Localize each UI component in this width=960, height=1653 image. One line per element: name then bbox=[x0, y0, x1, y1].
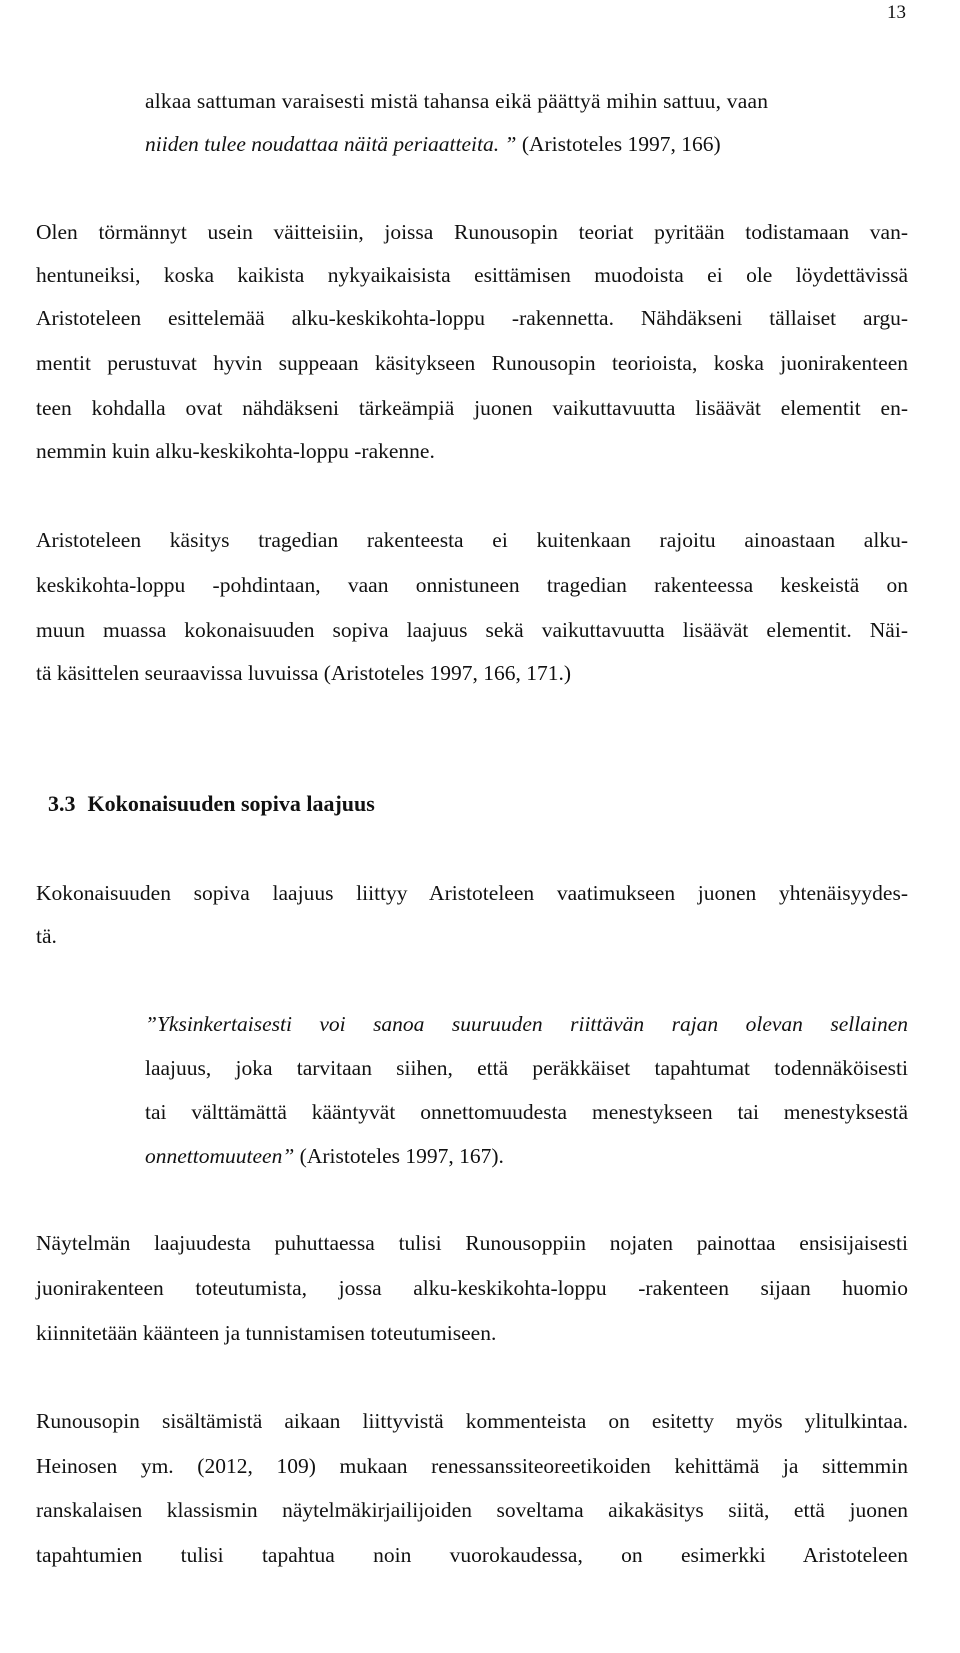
paragraph-5-line: ranskalaisen klassismin näytelmäkirjailijoiden soveltama aikakäsitys siitä, että juonen bbox=[36, 1498, 908, 1522]
paragraph-1-line: nemmin kuin alku-keskikohta-loppu -rakenne. bbox=[36, 439, 435, 463]
block-quote-citation: (Aristoteles 1997, 167). bbox=[294, 1144, 504, 1168]
paragraph-1-line: teen kohdalla ovat nähdäkseni tärkeämpiä juonen vaikuttavuutta lisäävät elementit en- bbox=[36, 396, 908, 420]
block-quote-line: laajuus, joka tarvitaan siihen, että peräkkäiset tapahtumat todennäköisesti bbox=[145, 1056, 908, 1080]
paragraph-4-line: Näytelmän laajuudesta puhuttaessa tulisi Runousoppiin nojaten painottaa ensisijaisesti bbox=[36, 1231, 908, 1255]
section-title: Kokonaisuuden sopiva laajuus bbox=[87, 791, 375, 816]
block-quote-italic-end: onnettomuuteen” bbox=[145, 1144, 295, 1168]
paragraph-1-line: mentit perustuvat hyvin suppeaan käsitykseen Runousopin teorioista, koska juonirakenteen bbox=[36, 351, 908, 375]
paragraph-5-line: Runousopin sisältämistä aikaan liittyvistä kommenteista on esitetty myös ylitulkintaa. bbox=[36, 1409, 908, 1433]
section-number: 3.3 bbox=[48, 791, 76, 816]
paragraph-1-line: Olen törmännyt usein väitteisiin, joissa Runousopin teoriat pyritään todistamaan van- bbox=[36, 220, 908, 244]
paragraph-5-line: tapahtumien tulisi tapahtua noin vuorokaudessa, on esimerkki Aristoteleen bbox=[36, 1543, 908, 1567]
block-quote-line: tai välttämättä kääntyvät onnettomuudesta menestykseen tai menestyksestä bbox=[145, 1100, 908, 1124]
paragraph-2-line: Aristoteleen käsitys tragedian rakenteesta ei kuitenkaan rajoitu ainoastaan alku- bbox=[36, 528, 908, 552]
paragraph-3-line: Kokonaisuuden sopiva laajuus liittyy Aristoteleen vaatimukseen juonen yhtenäisyydes- bbox=[36, 881, 908, 905]
quote1-line-2 bbox=[145, 131, 721, 157]
paragraph-5-line: Heinosen ym. (2012, 109) mukaan renessanssiteoreetikoiden kehittämä ja sittemmin bbox=[36, 1454, 908, 1478]
paragraph-4-line: juonirakenteen toteutumista, jossa alku-keskikohta-loppu -rakenteen sijaan huomio bbox=[36, 1276, 908, 1300]
quote1-italic-text: niiden tulee noudattaa näitä periaatteita. ” bbox=[145, 132, 517, 156]
block-quote-line bbox=[145, 1143, 504, 1169]
block-quote-line: ”Yksinkertaisesti voi sanoa suuruuden riittävän rajan olevan sellainen bbox=[145, 1012, 908, 1036]
paragraph-3-line: tä. bbox=[36, 924, 57, 948]
paragraph-1-line: hentuneiksi, koska kaikista nykyaikaisista esittämisen muodoista ei ole löydettävissä bbox=[36, 263, 908, 287]
paragraph-2-line: muun muassa kokonaisuuden sopiva laajuus sekä vaikuttavuutta lisäävät elementit. Näi- bbox=[36, 618, 908, 642]
quote1-citation: (Aristoteles 1997, 166) bbox=[516, 132, 721, 156]
paragraph-1-line: Aristoteleen esittelemää alku-keskikohta-loppu -rakennetta. Nähdäkseni tällaiset argu- bbox=[36, 306, 908, 330]
quote1-line-1: alkaa sattuman varaisesti mistä tahansa eikä päättyä mihin sattuu, vaan bbox=[145, 89, 769, 113]
page-number: 13 bbox=[887, 2, 906, 23]
section-heading bbox=[48, 791, 375, 817]
paragraph-4-line: kiinnitetään käänteen ja tunnistamisen toteutumiseen. bbox=[36, 1321, 497, 1345]
paragraph-2-line: tä käsittelen seuraavissa luvuissa (Aristoteles 1997, 166, 171.) bbox=[36, 661, 572, 685]
paragraph-2-line: keskikohta-loppu -pohdintaan, vaan onnistuneen tragedian rakenteessa keskeistä on bbox=[36, 573, 908, 597]
